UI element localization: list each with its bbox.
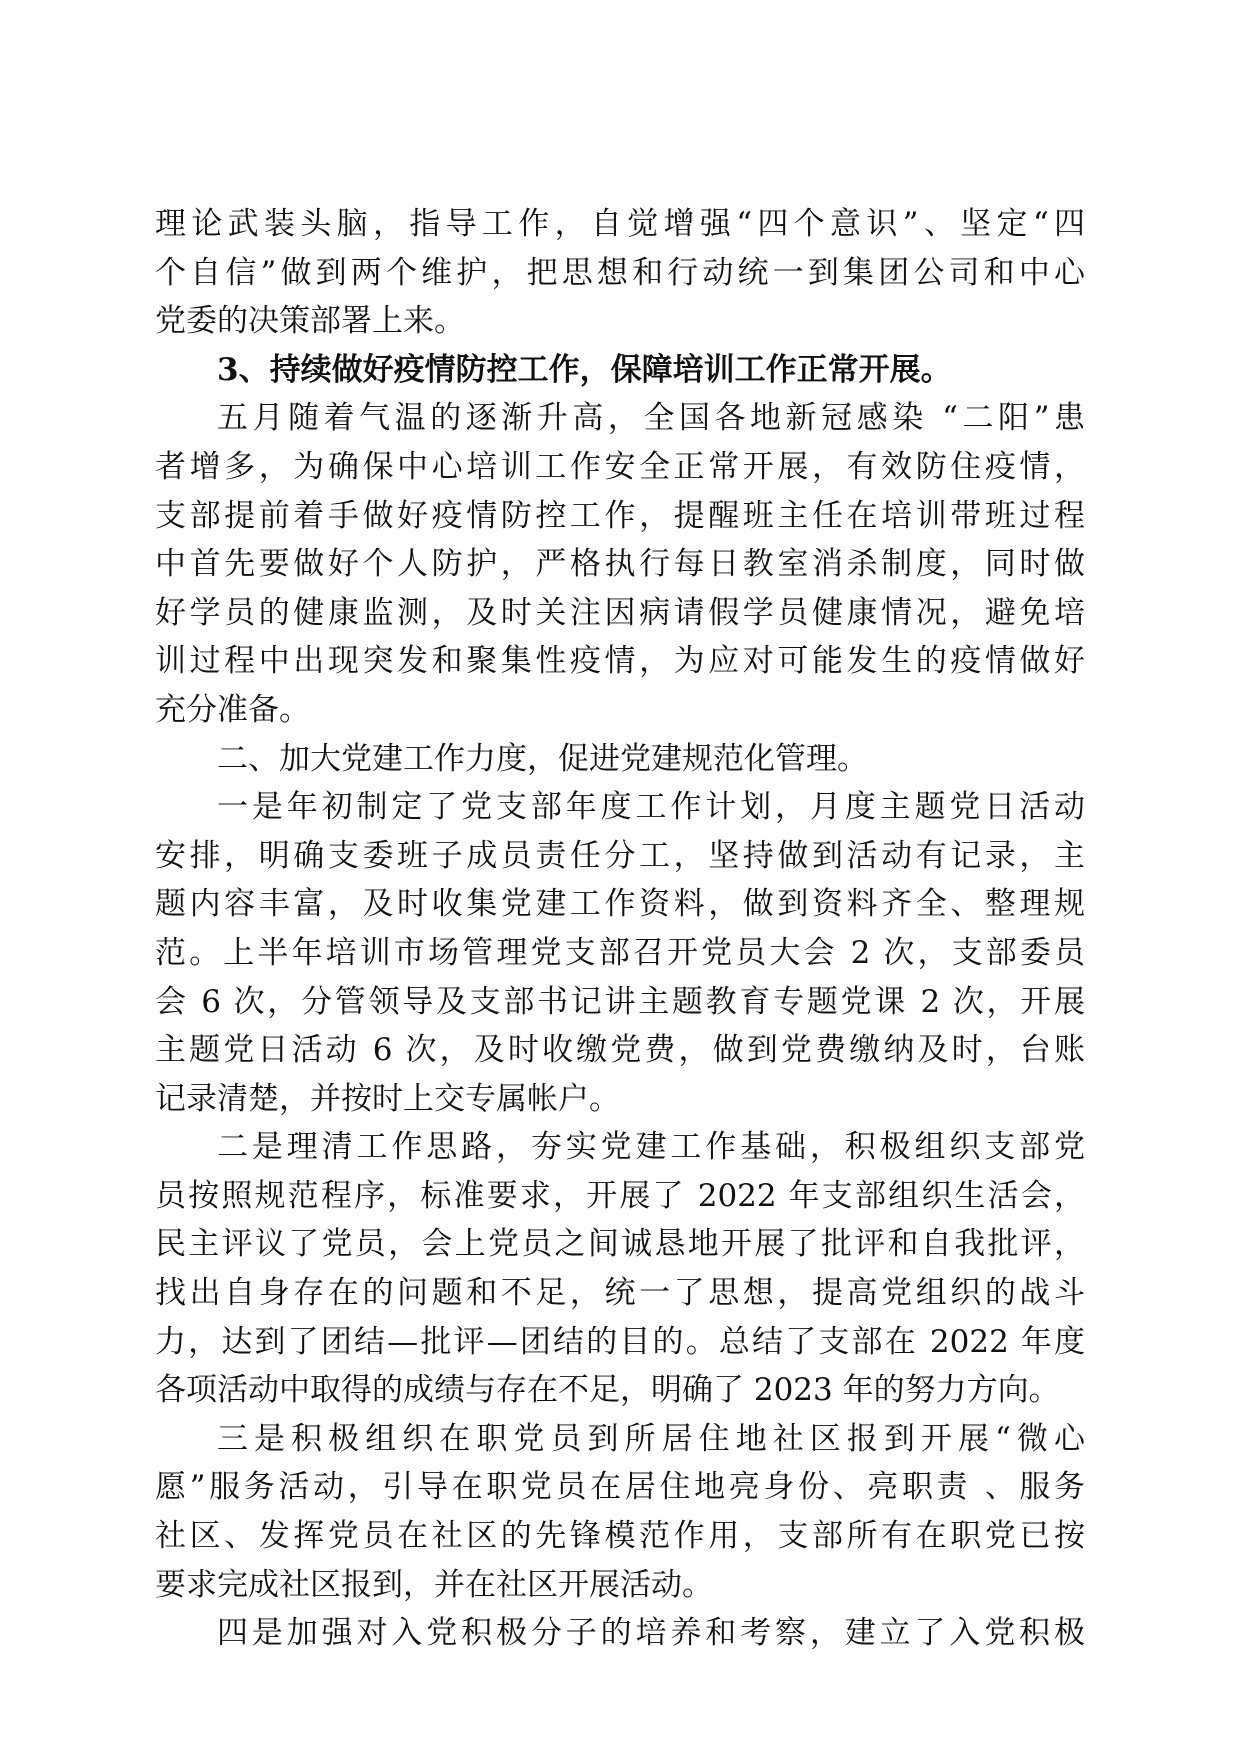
text-line: 一是年初制定了党支部年度工作计划，月度主题党日活动 [217,789,1085,826]
text-line: 党委的决策部署上来。 [155,303,465,340]
text-line: 中首先要做好个人防护，严格执行每日教室消杀制度，同时做 [155,546,1085,583]
text-line: 充分准备。 [155,691,310,728]
text-line: 支部提前着手做好疫情防控工作，提醒班主任在培训带班过程 [155,497,1085,534]
para-fourth-cultivation [155,1609,1085,1658]
text-line: 要求完成社区报到，并在社区开展活动。 [155,1566,713,1603]
text-line: 愿”服务活动，引导在职党员在居住地亮身份、亮职责 、服务 [155,1469,1085,1506]
text-line: 二、加大党建工作力度，促进党建规范化管理。 [217,740,868,777]
text-line: 记录清楚，并按时上交专属帐户。 [155,1080,620,1117]
text-line: 3、持续做好疫情防控工作，保障培训工作正常开展。 [217,351,952,388]
text-line: 找出自身存在的问题和不足，统一了思想，提高党组织的战斗 [155,1275,1085,1312]
para-second-thinking [155,1123,1085,1415]
text-line: 员按照规范程序，标准要求，开展了 2022 年支部组织生活会， [155,1177,1085,1214]
text-line: 二是理清工作思路，夯实党建工作基础，积极组织支部党 [217,1129,1085,1166]
text-line: 民主评议了党员，会上党员之间诚恳地开展了批评和自我批评， [155,1226,1085,1263]
text-line: 三是积极组织在职党员到所居住地社区报到开展“微心 [217,1420,1085,1457]
text-line: 个自信”做到两个维护，把思想和行动统一到集团公司和中心 [155,254,1085,291]
text-line: 理论武装头脑，指导工作，自觉增强“四个意识”、坚定“四 [155,206,1085,242]
document-page [155,200,1085,1658]
text-line: 安排，明确支委班子成员责任分工，坚持做到活动有记录，主 [155,837,1085,874]
text-line: 主题党日活动 6 次，及时收缴党费，做到党费缴纳及时，台账 [155,1032,1085,1069]
text-line: 各项活动中取得的成绩与存在不足，明确了 2023 年的努力方向。 [155,1372,1060,1409]
text-line: 题内容丰富，及时收集党建工作资料，做到资料齐全、整理规 [155,886,1085,923]
text-line: 会 6 次，分管领导及支部书记讲主题教育专题党课 2 次，开展 [155,983,1085,1020]
text-line: 力，达到了团结—批评—团结的目的。总结了支部在 2022 年度 [155,1323,1085,1360]
para-first-plan [155,783,1085,1123]
para-epidemic [155,394,1085,734]
para-theory-continuation [155,200,1085,346]
heading-party-building [155,735,1085,784]
para-third-community [155,1415,1085,1609]
text-line: 社区、发挥党员在社区的先锋模范作用，支部所有在职党已按 [155,1518,1085,1555]
text-line: 范。上半年培训市场管理党支部召开党员大会 2 次，支部委员 [155,934,1085,971]
text-line: 四是加强对入党积极分子的培养和考察，建立了入党积极 [217,1615,1085,1652]
text-line: 五月随着气温的逐渐升高，全国各地新冠感染 “二阳”患 [217,400,1085,437]
text-line: 好学员的健康监测，及时关注因病请假学员健康情况，避免培 [155,594,1085,631]
text-line: 训过程中出现突发和聚集性疫情，为应对可能发生的疫情做好 [155,643,1085,680]
text-line: 者增多，为确保中心培训工作安全正常开展，有效防住疫情， [155,448,1085,485]
heading-epidemic [155,346,1085,395]
